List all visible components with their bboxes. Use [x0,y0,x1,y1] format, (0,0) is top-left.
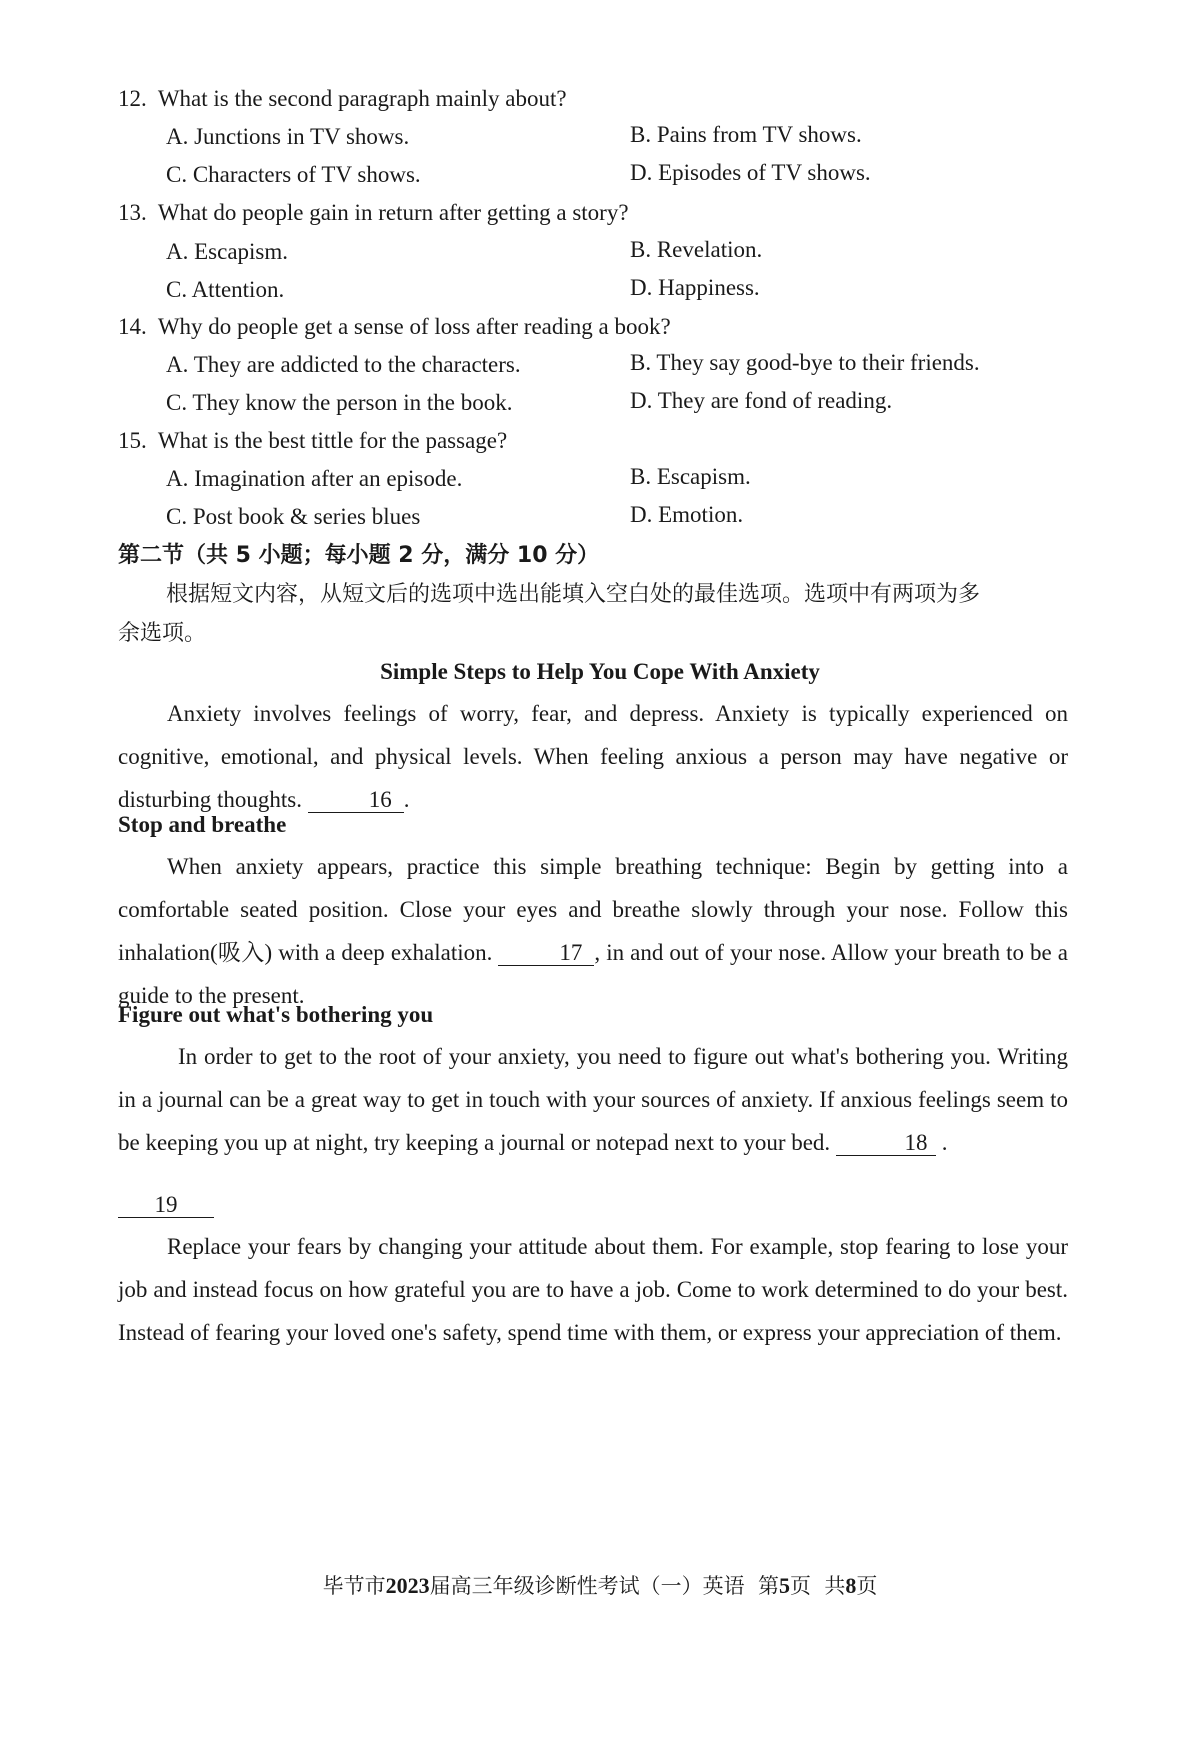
question-text: What do people gain in return after getting a story? [157,200,629,225]
footer-city: 毕节市 [322,1574,386,1598]
question-15 [118,426,507,456]
footer-page-number: 5 [779,1573,790,1598]
footer-exam: 届高三年级诊断性考试（一）英语 [429,1574,745,1598]
footer-year: 2023 [385,1573,430,1598]
section-instruction-cont: 余选项。 [118,621,207,646]
question-number: 15. [118,428,147,453]
footer-page-label: 第 [758,1574,779,1598]
subheading-stop-breathe: Stop and breathe [118,812,287,837]
option-14c: C. They know the person in the book. [166,390,513,415]
question-text: What is the best tittle for the passage? [157,428,508,453]
question-text: What is the second paragraph mainly about? [157,86,567,111]
option-12b: B. Pains from TV shows. [630,122,862,147]
blank-18[interactable]: 18 [836,1131,936,1156]
question-14 [118,312,671,342]
option-12d: D. Episodes of TV shows. [630,160,871,185]
footer-total-label: 页 [856,1574,878,1598]
footer-total-label: 共 [824,1574,846,1598]
paragraph-1: Anxiety involves feelings of worry, fear, and depress. Anxiety is typically experienced on cognitive, emotional, and physical levels. When feeling anxious a person may have negative or disturbing thoughts. 16 . [118,701,1068,812]
option-13a: A. Escapism. [166,239,289,264]
option-14b: B. They say good-bye to their friends. [630,350,980,375]
question-text: Why do people get a sense of loss after reading a book? [157,314,671,339]
paragraph-text: Replace your fears by changing your attitude about them. For example, stop fearing to lose your job and instead focus on how grateful you are to have a job. Come to work determined to do your best. Instead of fearing your loved one's safety, spend time with them, or express your appreciation of them. [118,1234,1068,1345]
paragraph-text: When anxiety appears, practice this simple breathing technique: Begin by getting into a comfortable seated position. Close your eyes and breathe slowly through your nose. Follow this inhalation(吸入) with a deep exhalation. [118,854,1068,965]
option-15c: C. Post book & series blues [166,504,421,529]
page-footer [0,1570,1200,1600]
passage-title: Simple Steps to Help You Cope With Anxiety [380,659,820,684]
option-12c: C. Characters of TV shows. [166,162,421,187]
option-14a: A. They are addicted to the characters. [166,352,521,377]
option-15a: A. Imagination after an episode. [166,466,463,491]
question-13 [118,198,629,228]
option-15d: D. Emotion. [630,502,744,527]
paragraph-3: In order to get to the root of your anxiety, you need to figure out what's bothering you. Writing in a journal can be a great way to get in touch with your sources of anxiety. If anxious feelings seem to be keeping you up at night, try keeping a journal or notepad next to your bed. 18 . [118,1044,1068,1155]
option-13c: C. Attention. [166,277,285,302]
blank-16[interactable]: 16 [308,788,404,813]
option-13b: B. Revelation. [630,237,763,262]
footer-total-pages: 8 [845,1573,857,1598]
option-15b: B. Escapism. [630,464,751,489]
paragraph-4 [118,1225,1068,1354]
question-number: 12. [118,86,147,111]
question-number: 14. [118,314,147,339]
footer-page-label: 页 [790,1574,811,1598]
section-instruction: 根据短文内容，从短文后的选项中选出能填入空白处的最佳选项。选项中有两项为多 [166,582,981,607]
question-number: 13. [118,200,147,225]
blank-19[interactable]: 19 [118,1193,214,1218]
blank-19-line [118,1190,214,1220]
paragraph-text: In order to get to the root of your anxiety, you need to figure out what's bothering you. Writing in a journal can be a great way to get in touch with your sources of anxiety. If anxious feelings seem to be keeping you up at night, try keeping a journal or notepad next to your bed. [118,1044,1068,1155]
blank-17[interactable]: 17 [498,941,594,966]
section-title: 第二节（共 5 小题；每小题 2 分，满分 10 分） [118,543,600,568]
paragraph-text: , in and out of your nose. Allow your breath to be a guide to the present. [118,940,1069,1008]
paragraph-2 [118,845,1068,1017]
subheading-figure-out: Figure out what's bothering you [118,1002,434,1027]
paragraph-text: Anxiety involves feelings of worry, fear, and depress. Anxiety is typically experienced on cognitive, emotional, and physical levels. When feeling anxious a person may have negative or disturbing thoughts. [118,701,1068,812]
question-12 [118,84,567,114]
option-14d: D. They are fond of reading. [630,388,893,413]
option-12a: A. Junctions in TV shows. [166,124,410,149]
option-13d: D. Happiness. [630,275,760,300]
